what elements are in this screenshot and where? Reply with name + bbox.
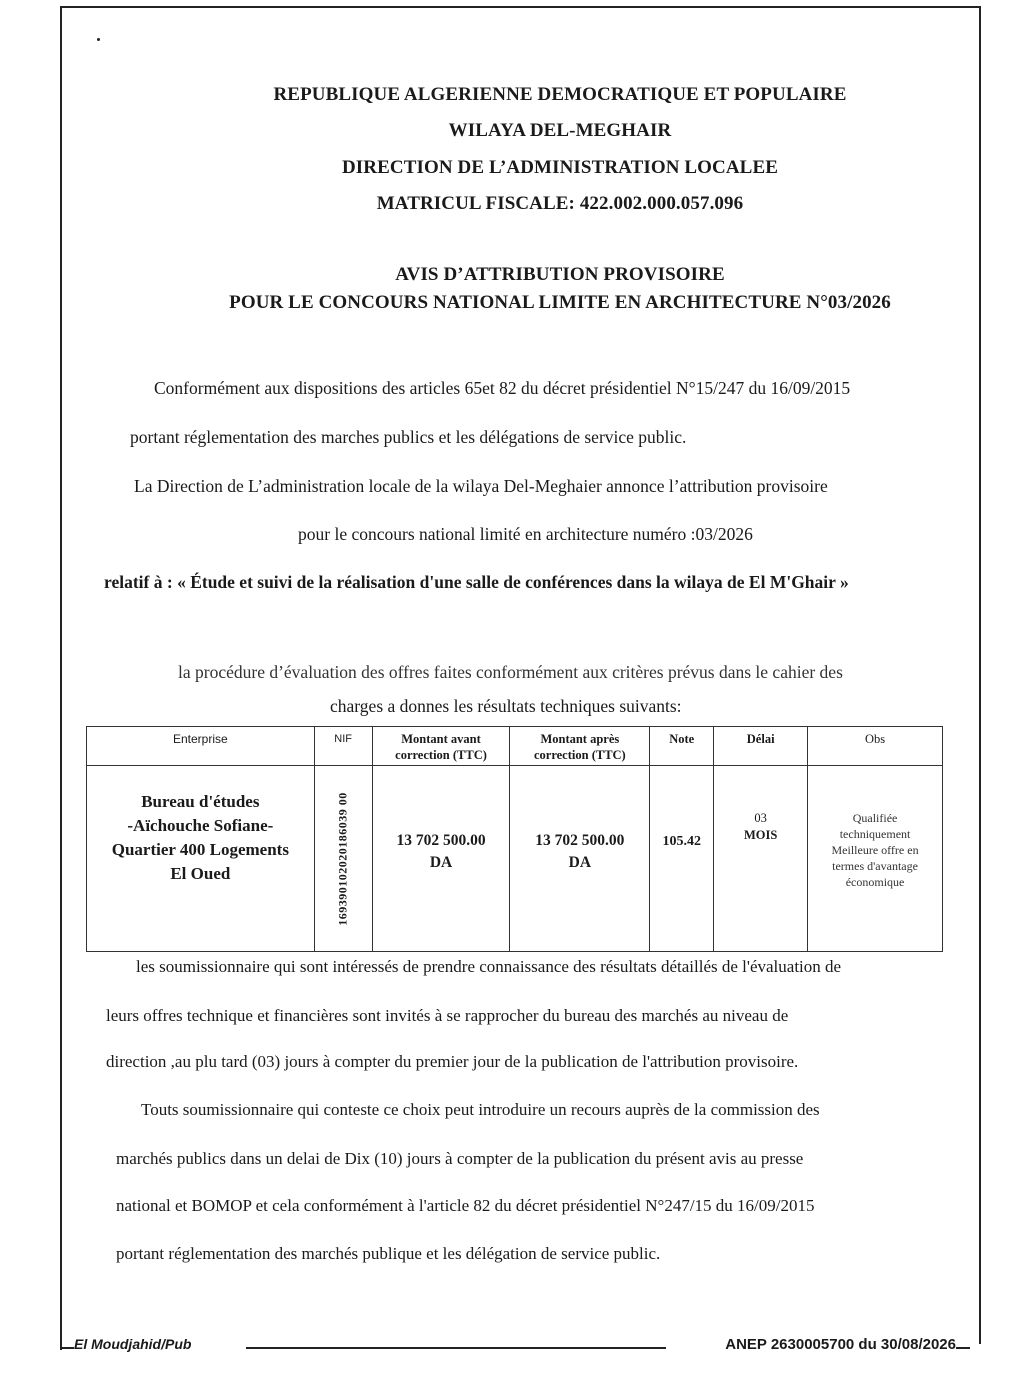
intro-p1-line1: Conformément aux dispositions des articles 65et 82 du décret présidentiel N°15/247 du 16/09/2015 bbox=[154, 378, 851, 398]
intro-p2-line1: La Direction de L’administration locale de la wilaya Del-Meghaier annonce l’attribution provisoire bbox=[134, 476, 828, 496]
closing-line-7: portant réglementation des marchés publique et les délégation de service public. bbox=[116, 1244, 661, 1263]
intro-p3-line1: la procédure d’évaluation des offres faites conformément aux critères prévus dans le cahier des bbox=[178, 662, 843, 682]
table-row bbox=[87, 766, 943, 952]
relatif-object: « Étude et suivi de la réalisation d'une salle de conférences dans la wilaya de El M'Ghair » bbox=[177, 572, 849, 592]
closing-line-1: les soumissionnaire qui sont intéressés de prendre connaissance des résultats détaillés de l'évaluation de bbox=[136, 957, 842, 976]
intro-p2-line2: pour le concours national limité en architecture numéro :03/2026 bbox=[298, 524, 753, 544]
scan-speck bbox=[97, 38, 100, 41]
title-concours: POUR LE CONCOURS NATIONAL LIMITE EN ARCHITECTURE N°03/2026 bbox=[229, 292, 891, 313]
company-line-1: Bureau d'études bbox=[141, 792, 260, 811]
montant-apres-unit: DA bbox=[568, 854, 592, 871]
results-table bbox=[86, 726, 943, 952]
header-wilaya: WILAYA DEL-MEGHAIR bbox=[448, 120, 672, 141]
title-avis: AVIS D’ATTRIBUTION PROVISOIRE bbox=[395, 264, 725, 285]
intro-relatif bbox=[104, 572, 849, 593]
montant-avant-h1: Montant avant bbox=[401, 732, 481, 746]
delai-value: 03 bbox=[754, 811, 767, 825]
table-header-row bbox=[87, 727, 943, 766]
montant-avant-value: 13 702 500.00 bbox=[396, 832, 486, 849]
cell-delai bbox=[714, 766, 808, 952]
montant-apres-h1: Montant après bbox=[540, 732, 620, 746]
header-matricule: MATRICUL FISCALE: 422.002.000.057.096 bbox=[376, 193, 744, 214]
obs-line-1: Qualifiée bbox=[852, 811, 898, 825]
cell-nif bbox=[314, 766, 372, 952]
intro-p1-line2: portant réglementation des marches publics et les délégations de service public. bbox=[130, 427, 687, 447]
obs-line-3: Meilleure offre en bbox=[831, 843, 919, 857]
col-header-montant-avant bbox=[372, 727, 510, 766]
montant-avant-h2: correction (TTC) bbox=[395, 748, 487, 762]
intro-p3-line2: charges a donnes les résultats techniques suivants: bbox=[330, 696, 682, 716]
closing-line-4: Touts soumissionnaire qui conteste ce choix peut introduire un recours auprès de la commission des bbox=[141, 1100, 820, 1119]
montant-avant-unit: DA bbox=[429, 854, 453, 871]
col-header-montant-apres bbox=[510, 727, 650, 766]
cell-note: 105.42 bbox=[650, 766, 714, 952]
company-line-2: -Aïchouche Sofiane- bbox=[127, 816, 274, 835]
cell-obs bbox=[808, 766, 943, 952]
nif-value: 169390102020186039 00 bbox=[335, 791, 350, 926]
cell-montant-apres bbox=[510, 766, 650, 952]
company-line-4: El Oued bbox=[170, 864, 231, 883]
header-republic: REPUBLIQUE ALGERIENNE DEMOCRATIQUE ET POPULAIRE bbox=[273, 84, 847, 105]
closing-line-3: direction ,au plu tard (03) jours à compter du premier jour de la publication de l'attribution provisoire. bbox=[106, 1052, 799, 1071]
col-header-nif: NIF bbox=[314, 727, 372, 766]
obs-line-5: économique bbox=[845, 875, 905, 889]
closing-line-6: national et BOMOP et cela conformément à l'article 82 du décret présidentiel N°247/15 du 16/09/2015 bbox=[116, 1196, 815, 1215]
obs-line-4: termes d'avantage bbox=[832, 859, 918, 873]
cell-montant-avant bbox=[372, 766, 510, 952]
header-direction: DIRECTION DE L’ADMINISTRATION LOCALEE bbox=[341, 157, 779, 178]
cell-company bbox=[87, 766, 315, 952]
footer bbox=[44, 1336, 976, 1358]
col-header-note: Note bbox=[650, 727, 714, 766]
footer-rule-mid bbox=[246, 1347, 666, 1349]
closing-line-5: marchés publics dans un delai de Dix (10) jours à compter de la publication du présent avis au presse bbox=[116, 1149, 804, 1168]
relatif-label: relatif à : bbox=[104, 572, 173, 592]
footer-rule-right bbox=[956, 1347, 970, 1349]
col-header-obs: Obs bbox=[808, 727, 943, 766]
montant-apres-h2: correction (TTC) bbox=[533, 748, 626, 762]
company-line-3: Quartier 400 Logements bbox=[111, 840, 289, 859]
obs-line-2: techniquement bbox=[839, 827, 911, 841]
delai-unit: MOIS bbox=[743, 828, 778, 842]
montant-apres-value: 13 702 500.00 bbox=[535, 832, 625, 849]
closing-line-2: leurs offres technique et financières sont invités à se rapprocher du bureau des marchés au niveau de bbox=[106, 1006, 789, 1025]
footer-anep-ref: ANEP 2630005700 du 30/08/2026 bbox=[725, 1336, 956, 1353]
col-header-delai: Délai bbox=[714, 727, 808, 766]
footer-publisher: El Moudjahid/Pub bbox=[74, 1336, 192, 1352]
col-header-enterprise: Enterprise bbox=[87, 727, 315, 766]
footer-rule-left bbox=[60, 1347, 74, 1349]
